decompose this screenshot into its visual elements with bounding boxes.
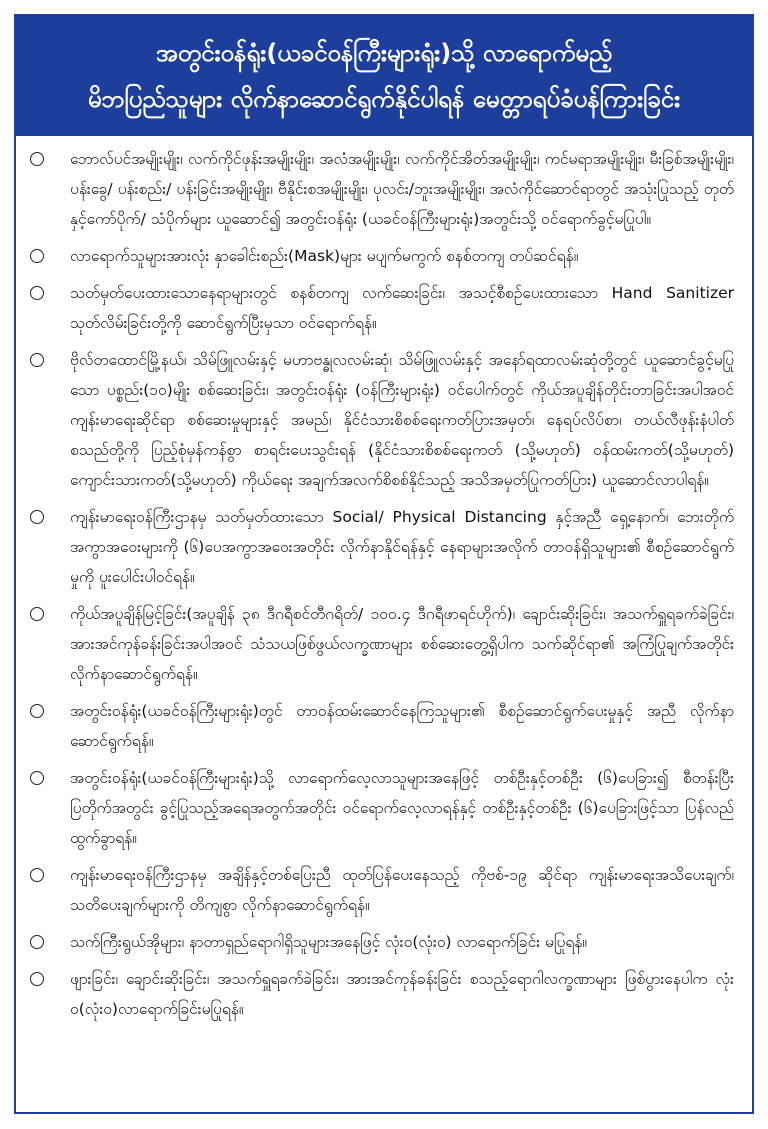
circle-bullet-icon (30, 972, 44, 986)
list-item (30, 599, 734, 689)
circle-bullet-icon (30, 152, 44, 166)
list-item (30, 696, 734, 756)
list-item (30, 927, 734, 957)
item-text: သတ်မှတ်ပေးထားသောနေရာများတွင် စနစ်တကျ လက်ဆေးခြင်း၊ အသင့်စီစဉ်ပေးထားသော Hand Sanitizer သုတ်လိမ်းခြင်းတို့ကို ဆောင်ရွက်ပြီးမှသာ ဝင်ရောက်ရန်။ (70, 284, 734, 332)
item-text: အတွင်းဝန်ရုံး(ယခင်ဝန်ကြီးများရုံး)တွင် တာဝန်ထမ်းဆောင်နေကြသူများ၏ စီစဉ်ဆောင်ရွက်ပေးမှုနှင့် အညီ လိုက်နာဆောင်ရွက်ရန်။ (70, 702, 734, 750)
notice-list (16, 136, 752, 1024)
title-line-1: အတွင်းဝန်ရုံး(ယခင်ဝန်ကြီးများရုံး)သို့ လာရောက်မည့် (155, 39, 613, 67)
circle-bullet-icon (30, 249, 44, 263)
circle-bullet-icon (30, 607, 44, 621)
circle-bullet-icon (30, 868, 44, 882)
list-item (30, 763, 734, 853)
list-item (30, 502, 734, 592)
list-item (30, 964, 734, 1024)
list-item (30, 278, 734, 338)
item-text: ကျန်းမာရေးဝန်ကြီးဌာနမှ သတ်မှတ်ထားသော Social/ Physical Distancing နှင့်အညီ ရှေ့နောက်၊ ဘေးတိုက်အကွာအဝေးများကို (၆)ပေအကွာအဝေးအတိုင်း လိုက်နာနိုင်ရန်နှင့် နေရာများအလိုက် တာဝန်ရှိသူများ၏ စီစဉ်ဆောင်ရွက်မှုကို ပူးပေါင်းပါဝင်ရန်။ (70, 508, 734, 586)
title-banner (16, 16, 752, 136)
item-text: ဘောလ်ပင်အမျိုးမျိုး၊ လက်ကိုင်ဖုန်းအမျိုးမျိုး၊ အလံအမျိုးမျိုး၊ လက်ကိုင်အိတ်အမျိုးမျိုး၊ ကင်မရာအမျိုးမျိုး၊ မီးခြစ်အမျိုးမျိုး၊ ပန်းခွေ/ ပန်းစည်း/ ပန်းခြင်းအမျိုးမျိုး၊ ဗီနိုင်းစအမျိုးမျိုး၊ ပုလင်း/ဘူးအမျိုးမျိုး၊ အလံကိုင်ဆောင်ရာတွင် အသုံးပြုသည့် တုတ်နှင့်ကော်ပိုက်/ သံပိုက်များ ယူဆောင်၍ အတွင်းဝန်ရုံး (ယခင်ဝန်ကြီးများရုံး)အတွင်းသို့ ဝင်ရောက်ခွင့်မပြုပါ။ (70, 150, 734, 228)
list-item (30, 241, 734, 271)
item-text: အတွင်းဝန်ရုံး(ယခင်ဝန်ကြီးများရုံး)သို့ လာရောက်လေ့လာသူများအနေဖြင့် တစ်ဦးနှင့်တစ်ဦး (၆)ပေခြား၍ စီတန်းပြီး ပြတိုက်အတွင်း ခွင့်ပြုသည့်အရေအတွက်အတိုင်း ဝင်ရောက်လေ့လာရန်နှင့် တစ်ဦးနှင့်တစ်ဦး (၆)ပေခြားဖြင့်သာ ပြန်လည်ထွက်ခွာရန်။ (70, 769, 734, 847)
item-text: ကျန်းမာရေးဝန်ကြီးဌာနမှ အချိန်နှင့်တစ်ပြေးညီ ထုတ်ပြန်ပေးနေသည့် ကိုဗစ်-၁၉ ဆိုင်ရာ ကျန်းမာရေးအသိပေးချက်၊ သတိပေးချက်များကို တိကျစွာ လိုက်နာဆောင်ရွက်ရန်။ (70, 866, 734, 914)
list-item (30, 860, 734, 920)
circle-bullet-icon (30, 935, 44, 949)
item-text: ဖျားခြင်း၊ ချောင်းဆိုးခြင်း၊ အသက်ရှူရခက်ခဲခြင်း၊ အားအင်ကုန်ခန်းခြင်း စသည့်ရောဂါလက္ခဏာများ ဖြစ်ပွားနေပါက လုံးဝ(လုံးဝ)လာရောက်ခြင်းမပြုရန်။ (70, 970, 734, 1018)
list-item (30, 144, 734, 234)
notice-panel (14, 14, 754, 1114)
item-text: လာရောက်သူများအားလုံး နှာခေါင်းစည်း(Mask)များ မပျက်မကွက် စနစ်တကျ တပ်ဆင်ရန်။ (70, 247, 579, 265)
circle-bullet-icon (30, 353, 44, 367)
circle-bullet-icon (30, 286, 44, 300)
circle-bullet-icon (30, 771, 44, 785)
item-text: ကိုယ်အပူချိန်မြင့်ခြင်း(အပူချိန် ၃၈ ဒီဂရီစင်တီဂရိတ်/ ၁၀၀.၄ ဒီဂရီဖာရင်ဟိုက်)၊ ချောင်းဆိုးခြင်း၊ အသက်ရှူရခက်ခဲခြင်း၊ အားအင်ကုန်ခန်းခြင်းအပါအဝင် သံသယဖြစ်ဖွယ်လက္ခဏာများ စစ်ဆေးတွေ့ရှိပါက သက်ဆိုင်ရာ၏ အကြံပြုချက်အတိုင်း လိုက်နာဆောင်ရွက်ရန်။ (70, 605, 734, 683)
title-line-2: မိဘပြည်သူများ လိုက်နာဆောင်ရွက်နိုင်ပါရန် မေတ္တာရပ်ခံပန်ကြားခြင်း (87, 85, 681, 113)
circle-bullet-icon (30, 510, 44, 524)
circle-bullet-icon (30, 704, 44, 718)
list-item (30, 345, 734, 495)
item-text: ဗိုလ်တထောင်မြို့နယ်၊ သိမ်ဖြူလမ်းနှင့် မဟာဗန္ဓုလလမ်းဆုံ၊ သိမ်ဖြူလမ်းနှင့် အနော်ရထာလမ်းဆုံတို့တွင် ယူဆောင်ခွင့်မပြုသော ပစ္စည်း(၁၀)မျိုး စစ်ဆေးခြင်း၊ အတွင်းဝန်ရုံး (ဝန်ကြီးများရုံး) ဝင်ပေါက်တွင် ကိုယ်အပူချိန်တိုင်းတာခြင်းအပါအဝင် ကျန်းမာရေးဆိုင်ရာ စစ်ဆေးမှုများနှင့် အမည်၊ နိုင်ငံသားစိစစ်ရေးကတ်ပြားအမှတ်၊ နေရပ်လိပ်စာ၊ တယ်လီဖုန်းနံပါတ် စသည်တို့ကို ပြည့်စုံမှန်ကန်စွာ စာရင်းပေးသွင်းရန် (နိုင်ငံသားစိစစ်ရေးကတ် (သို့မဟုတ်) ဝန်ထမ်းကတ်(သို့မဟုတ်) ကျောင်းသားကတ်(သို့မဟုတ်) ကိုယ်ရေး အချက်အလက်စိစစ်နိုင်သည့် အသိအမှတ်ပြုကတ်ပြား) ယူဆောင်လာပါရန်။ (70, 351, 734, 489)
item-text: သက်ကြီးရွယ်အိုများ၊ နာတာရှည်ရောဂါရှိသူများအနေဖြင့် လုံးဝ(လုံးဝ) လာရောက်ခြင်း မပြုရန်။ (70, 933, 587, 951)
